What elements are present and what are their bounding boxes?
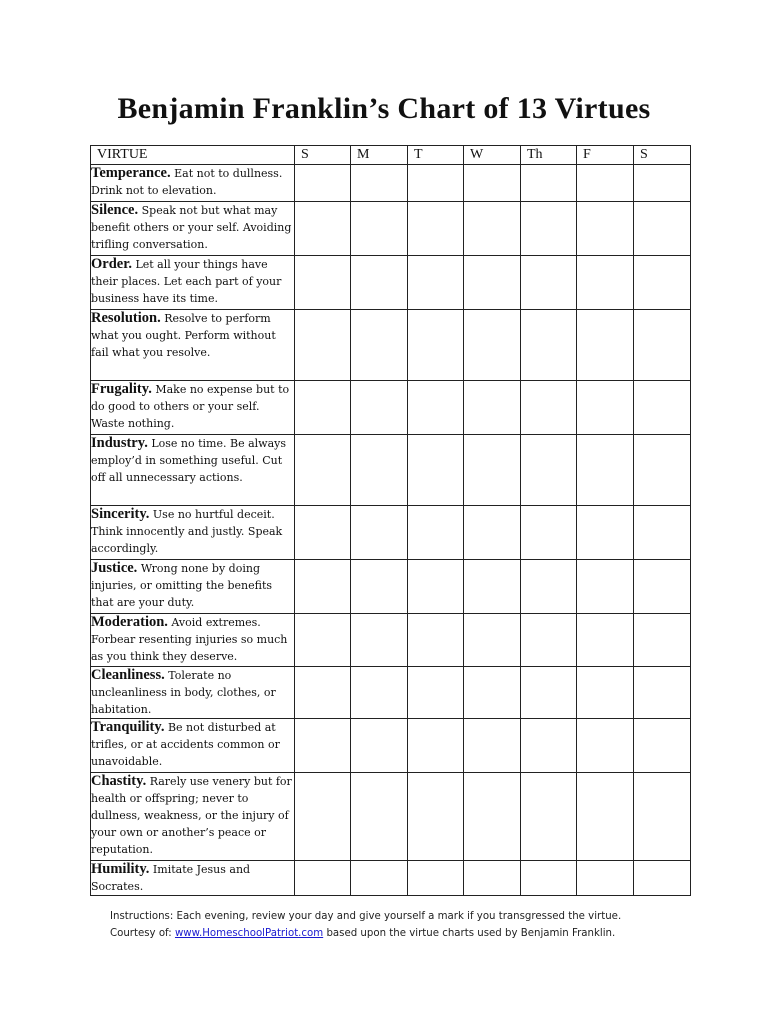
virtue-description: Eat not to dullness. Drink not to elevation. — [91, 167, 283, 197]
mark-cell-wednesday[interactable] — [464, 861, 521, 896]
mark-cell-thursday[interactable] — [521, 614, 577, 667]
mark-cell-thursday[interactable] — [521, 310, 577, 381]
mark-cell-friday[interactable] — [577, 861, 634, 896]
mark-cell-tuesday[interactable] — [408, 614, 464, 667]
column-header-wednesday: W — [464, 146, 521, 165]
mark-cell-saturday[interactable] — [634, 381, 691, 435]
mark-cell-friday[interactable] — [577, 256, 634, 310]
mark-cell-tuesday[interactable] — [408, 310, 464, 381]
virtue-description: Speak not but what may benefit others or your self. Avoiding trifling conversation. — [91, 204, 292, 251]
mark-cell-thursday[interactable] — [521, 719, 577, 773]
mark-cell-friday[interactable] — [577, 435, 634, 506]
virtues-chart — [90, 145, 691, 896]
mark-cell-monday[interactable] — [351, 614, 408, 667]
mark-cell-monday[interactable] — [351, 861, 408, 896]
virtue-cell — [91, 560, 295, 614]
mark-cell-sunday[interactable] — [295, 560, 351, 614]
mark-cell-friday[interactable] — [577, 560, 634, 614]
mark-cell-thursday[interactable] — [521, 560, 577, 614]
mark-cell-sunday[interactable] — [295, 667, 351, 719]
virtue-name: Tranquility. — [91, 719, 165, 735]
virtue-description: Tolerate no uncleanliness in body, clothes, or habitation. — [91, 669, 276, 716]
mark-cell-saturday[interactable] — [634, 719, 691, 773]
mark-cell-wednesday[interactable] — [464, 560, 521, 614]
virtue-cell — [91, 202, 295, 256]
mark-cell-saturday[interactable] — [634, 256, 691, 310]
mark-cell-thursday[interactable] — [521, 381, 577, 435]
mark-cell-friday[interactable] — [577, 773, 634, 861]
column-header-sunday: S — [295, 146, 351, 165]
mark-cell-saturday[interactable] — [634, 667, 691, 719]
mark-cell-tuesday[interactable] — [408, 773, 464, 861]
table-row — [91, 256, 691, 310]
mark-cell-saturday[interactable] — [634, 773, 691, 861]
virtue-cell — [91, 435, 295, 506]
virtue-description: Use no hurtful deceit. Think innocently and justly. Speak accordingly. — [91, 508, 283, 555]
mark-cell-friday[interactable] — [577, 165, 634, 202]
virtue-cell — [91, 381, 295, 435]
virtue-name: Humility. — [91, 861, 150, 877]
mark-cell-wednesday[interactable] — [464, 256, 521, 310]
table-row — [91, 310, 691, 381]
mark-cell-thursday[interactable] — [521, 256, 577, 310]
mark-cell-wednesday[interactable] — [464, 506, 521, 560]
virtue-name: Resolution. — [91, 310, 161, 326]
mark-cell-monday[interactable] — [351, 719, 408, 773]
mark-cell-thursday[interactable] — [521, 165, 577, 202]
column-header-virtue: VIRTUE — [91, 146, 295, 165]
virtue-cell — [91, 861, 295, 896]
mark-cell-wednesday[interactable] — [464, 719, 521, 773]
mark-cell-wednesday[interactable] — [464, 667, 521, 719]
mark-cell-wednesday[interactable] — [464, 773, 521, 861]
mark-cell-tuesday[interactable] — [408, 381, 464, 435]
mark-cell-sunday[interactable] — [295, 310, 351, 381]
mark-cell-tuesday[interactable] — [408, 667, 464, 719]
virtue-cell — [91, 310, 295, 381]
mark-cell-monday[interactable] — [351, 256, 408, 310]
virtue-name: Moderation. — [91, 614, 168, 630]
mark-cell-monday[interactable] — [351, 202, 408, 256]
table-row — [91, 719, 691, 773]
mark-cell-thursday[interactable] — [521, 861, 577, 896]
mark-cell-sunday[interactable] — [295, 719, 351, 773]
virtue-name: Cleanliness. — [91, 667, 165, 683]
table-row — [91, 560, 691, 614]
mark-cell-saturday[interactable] — [634, 435, 691, 506]
mark-cell-sunday[interactable] — [295, 381, 351, 435]
virtue-cell — [91, 773, 295, 861]
table-row — [91, 202, 691, 256]
mark-cell-monday[interactable] — [351, 435, 408, 506]
mark-cell-tuesday[interactable] — [408, 861, 464, 896]
mark-cell-monday[interactable] — [351, 773, 408, 861]
mark-cell-sunday[interactable] — [295, 435, 351, 506]
virtue-rows — [91, 165, 691, 896]
virtue-name: Temperance. — [91, 165, 171, 181]
mark-cell-saturday[interactable] — [634, 560, 691, 614]
mark-cell-friday[interactable] — [577, 614, 634, 667]
column-header-tuesday: T — [408, 146, 464, 165]
mark-cell-monday[interactable] — [351, 165, 408, 202]
mark-cell-sunday[interactable] — [295, 861, 351, 896]
column-header-friday: F — [577, 146, 634, 165]
mark-cell-friday[interactable] — [577, 719, 634, 773]
courtesy-prefix: Courtesy of: — [110, 928, 172, 939]
mark-cell-saturday[interactable] — [634, 310, 691, 381]
virtue-description: Resolve to perform what you ought. Perform without fail what you resolve. — [91, 312, 276, 359]
table-row — [91, 435, 691, 506]
footer — [110, 908, 710, 942]
mark-cell-sunday[interactable] — [295, 165, 351, 202]
mark-cell-sunday[interactable] — [295, 773, 351, 861]
mark-cell-wednesday[interactable] — [464, 381, 521, 435]
mark-cell-thursday[interactable] — [521, 506, 577, 560]
mark-cell-saturday[interactable] — [634, 861, 691, 896]
page-title: Benjamin Franklin’s Chart of 13 Virtues — [117, 92, 651, 125]
virtue-description: Avoid extremes. Forbear resenting injuries so much as you think they deserve. — [91, 616, 288, 663]
instructions-text: Instructions: Each evening, review your day and give yourself a mark if you transgressed the virtue. — [110, 911, 622, 922]
virtue-description: Let all your things have their places. Let each part of your business have its time. — [91, 258, 282, 305]
mark-cell-friday[interactable] — [577, 381, 634, 435]
virtue-cell — [91, 506, 295, 560]
mark-cell-sunday[interactable] — [295, 256, 351, 310]
mark-cell-wednesday[interactable] — [464, 435, 521, 506]
table-row — [91, 773, 691, 861]
virtue-description: Wrong none by doing injuries, or omitting the benefits that are your duty. — [91, 562, 273, 609]
virtue-description: Lose no time. Be always employ’d in something useful. Cut off all unnecessary actions. — [91, 437, 286, 484]
mark-cell-tuesday[interactable] — [408, 560, 464, 614]
column-header-monday: M — [351, 146, 408, 165]
virtue-cell — [91, 165, 295, 202]
virtue-name: Sincerity. — [91, 506, 150, 522]
mark-cell-saturday[interactable] — [634, 614, 691, 667]
virtue-name: Industry. — [91, 435, 148, 451]
virtue-description: Imitate Jesus and Socrates. — [91, 863, 251, 893]
virtue-description: Rarely use venery but for health or offspring; never to dullness, weakness, or the injury of your own or another’s peace or reputation. — [91, 775, 292, 856]
virtue-name: Chastity. — [91, 773, 147, 789]
virtue-name: Frugality. — [91, 381, 152, 397]
virtue-name: Silence. — [91, 202, 139, 218]
mark-cell-thursday[interactable] — [521, 667, 577, 719]
virtue-cell — [91, 667, 295, 719]
mark-cell-thursday[interactable] — [521, 773, 577, 861]
virtue-cell — [91, 256, 295, 310]
courtesy-line — [110, 925, 710, 942]
mark-cell-wednesday[interactable] — [464, 310, 521, 381]
mark-cell-tuesday[interactable] — [408, 435, 464, 506]
mark-cell-tuesday[interactable] — [408, 719, 464, 773]
mark-cell-monday[interactable] — [351, 381, 408, 435]
mark-cell-wednesday[interactable] — [464, 165, 521, 202]
mark-cell-tuesday[interactable] — [408, 256, 464, 310]
virtue-name: Justice. — [91, 560, 138, 576]
mark-cell-sunday[interactable] — [295, 506, 351, 560]
virtue-cell — [91, 719, 295, 773]
mark-cell-tuesday[interactable] — [408, 165, 464, 202]
virtue-description: Be not disturbed at trifles, or at accidents common or unavoidable. — [91, 721, 280, 768]
mark-cell-saturday[interactable] — [634, 506, 691, 560]
mark-cell-wednesday[interactable] — [464, 202, 521, 256]
virtue-description: Make no expense but to do good to others or your self. Waste nothing. — [91, 383, 290, 430]
virtue-cell — [91, 614, 295, 667]
table-row — [91, 861, 691, 896]
mark-cell-monday[interactable] — [351, 667, 408, 719]
mark-cell-monday[interactable] — [351, 310, 408, 381]
mark-cell-friday[interactable] — [577, 506, 634, 560]
table-row — [91, 667, 691, 719]
mark-cell-tuesday[interactable] — [408, 202, 464, 256]
table-row — [91, 506, 691, 560]
mark-cell-monday[interactable] — [351, 560, 408, 614]
mark-cell-wednesday[interactable] — [464, 614, 521, 667]
mark-cell-sunday[interactable] — [295, 202, 351, 256]
header-row — [91, 146, 691, 165]
mark-cell-friday[interactable] — [577, 310, 634, 381]
table-row — [91, 165, 691, 202]
homeschool-patriot-link[interactable]: www.HomeschoolPatriot.com — [174, 928, 324, 939]
mark-cell-sunday[interactable] — [295, 614, 351, 667]
mark-cell-thursday[interactable] — [521, 435, 577, 506]
column-header-saturday: S — [634, 146, 691, 165]
table-row — [91, 614, 691, 667]
mark-cell-monday[interactable] — [351, 506, 408, 560]
mark-cell-tuesday[interactable] — [408, 506, 464, 560]
mark-cell-thursday[interactable] — [521, 202, 577, 256]
table-row — [91, 381, 691, 435]
column-header-thursday: Th — [521, 146, 577, 165]
mark-cell-friday[interactable] — [577, 667, 634, 719]
courtesy-suffix: based upon the virtue charts used by Benjamin Franklin. — [326, 928, 616, 939]
mark-cell-saturday[interactable] — [634, 202, 691, 256]
virtue-name: Order. — [91, 256, 132, 272]
mark-cell-friday[interactable] — [577, 202, 634, 256]
mark-cell-saturday[interactable] — [634, 165, 691, 202]
